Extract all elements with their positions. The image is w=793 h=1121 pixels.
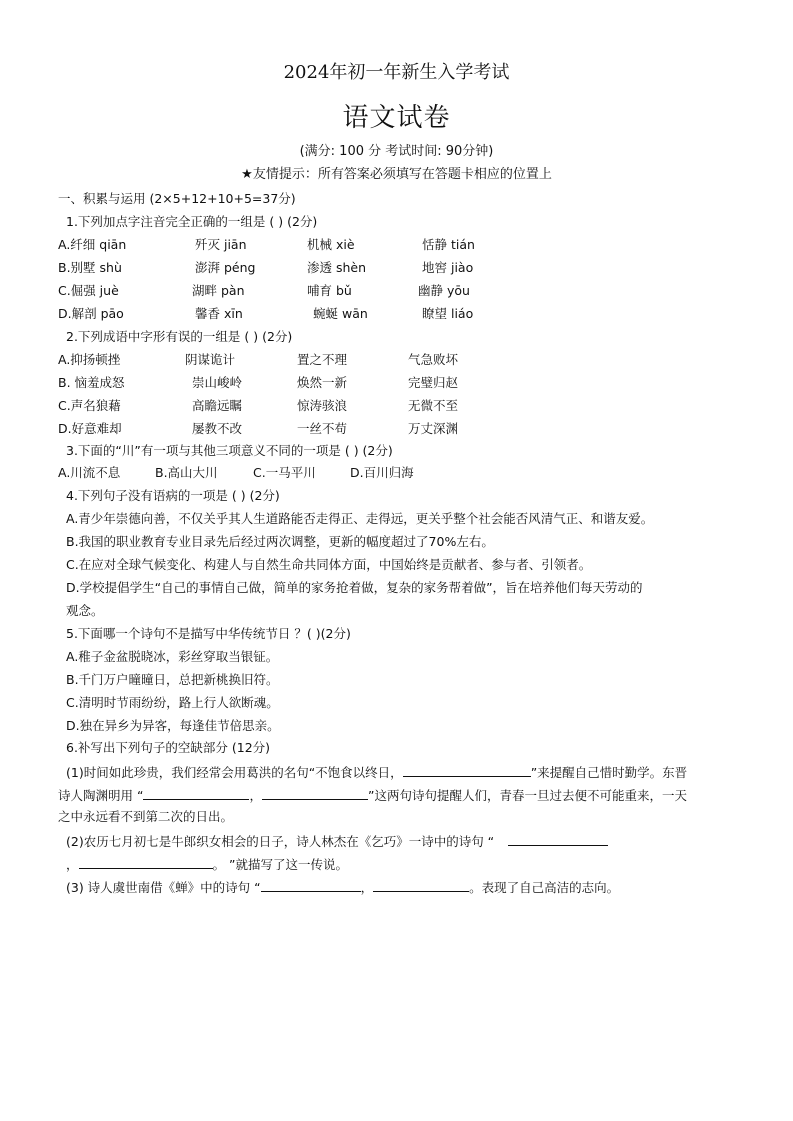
question-2-stem: 2.下列成语中字形有误的一组是 ( ) (2分) (66, 329, 293, 344)
q6-blank-3[interactable] (262, 786, 368, 800)
q1-option-b-3: 渗透 shèn (307, 260, 367, 275)
q4-option-b: B.我国的职业教育专业目录先后经过两次调整，更新的幅度超过了70%左右。 (66, 534, 494, 549)
q6-part1-line3: 之中永远看不到第二次的日出。 (58, 809, 234, 824)
q1-option-a-4: 恬静 tián (422, 237, 475, 252)
q6-part1-text-d: ， (249, 788, 262, 803)
q2-option-b-2: 崇山峻岭 (192, 375, 243, 390)
paper-title: 语文试卷 (342, 103, 451, 133)
q1-option-d-1: D.解剖 pāo (58, 306, 124, 321)
q2-option-c-3: 惊涛骇浪 (297, 398, 348, 413)
question-6-stem: 6.补写出下列句子的空缺部分 (12分) (66, 740, 271, 755)
q4-option-d-line2: 观念。 (66, 603, 104, 618)
q2-option-d-1: D.好意难却 (58, 421, 122, 436)
q6-part3-text-a: (3) 诗人虞世南借《蝉》中的诗句 “ (66, 880, 261, 895)
q2-option-d-3: 一丝不苟 (297, 421, 348, 436)
q4-option-d-line1: D.学校提倡学生“自己的事情自己做，简单的家务抢着做，复杂的家务帮着做”，旨在培养他们每天劳动的 (66, 580, 643, 595)
q1-option-b-1: B.别墅 shù (58, 260, 122, 275)
q5-option-d: D.独在异乡为异客，每逢佳节倍思亲。 (66, 718, 280, 733)
q6-part1-line2 (58, 786, 687, 804)
q6-blank-7[interactable] (373, 878, 469, 892)
q4-option-a: A.青少年崇德向善，不仅关乎其人生道路能否走得正、走得远，更关乎整个社会能否风清气正、和谐友爱。 (66, 511, 654, 526)
q3-option-c: C.一马平川 (253, 465, 316, 480)
q2-option-b-3: 焕然一新 (297, 375, 348, 390)
friendly-tip: ★友情提示：所有答案必须填写在答题卡相应的位置上 (241, 167, 552, 182)
q1-option-c-3: 哺育 bǔ (307, 283, 352, 298)
q1-option-d-2: 馨香 xīn (195, 306, 243, 321)
q6-blank-1[interactable] (403, 763, 531, 777)
q6-blank-5[interactable] (79, 855, 213, 869)
q6-part1-text-b: ”来提醒自己惜时勤学。东晋 (530, 765, 688, 780)
q1-option-d-3: 蜿蜒 wān (313, 306, 368, 321)
q2-option-c-1: C.声名狼藉 (58, 398, 121, 413)
q5-option-c: C.清明时节雨纷纷，路上行人欲断魂。 (66, 695, 279, 710)
q4-option-c: C.在应对全球气候变化、构建人与自然生命共同体方面，中国始终是贡献者、参与者、引领者。 (66, 557, 592, 572)
q1-option-a-2: 歼灭 jiān (195, 237, 247, 252)
question-4-stem: 4.下列句子没有语病的一项是 ( ) (2分) (66, 488, 280, 503)
q3-option-b: B.高山大川 (155, 465, 218, 480)
score-time-info: (满分: 100 分 考试时间: 90分钟) (299, 144, 494, 159)
q6-part1-text-a: (1)时间如此珍贵，我们经常会用葛洪的名句“不饱食以终日， (66, 765, 403, 780)
question-5-stem: 5.下面哪一个诗句不是描写中华传统节日 ？( )(2分) (66, 626, 351, 641)
q5-option-b: B.千门万户曈曈日，总把新桃换旧符。 (66, 672, 279, 687)
q2-option-b-4: 完璧归赵 (408, 375, 459, 390)
q2-option-a-1: A.抑扬顿挫 (58, 352, 121, 367)
q6-part3-text-c: 。表现了自己高洁的志向。 (469, 880, 620, 895)
q1-option-b-4: 地窖 jiào (422, 260, 474, 275)
q2-option-b-1: B. 恼羞成怒 (58, 375, 125, 390)
q6-part2-text-b: ， (66, 857, 79, 872)
q6-part1-line1 (66, 763, 687, 781)
q2-option-d-2: 屡教不改 (192, 421, 243, 436)
q2-option-a-3: 置之不理 (297, 352, 348, 367)
q1-option-c-1: C.倔强 juè (58, 283, 119, 298)
q1-option-c-4: 幽静 yōu (418, 283, 470, 298)
q6-part2-line2 (66, 855, 348, 873)
q1-option-d-4: 瞭望 liáo (422, 306, 474, 321)
q6-part3-line1 (66, 878, 619, 896)
exam-title: 2024年初一年新生入学考试 (283, 62, 510, 83)
q1-option-a-1: A.纤细 qiān (58, 237, 127, 252)
question-1-stem: 1.下列加点字注音完全正确的一组是 ( ) (2分) (66, 214, 318, 229)
q6-blank-2[interactable] (143, 786, 249, 800)
q2-option-d-4: 万丈深渊 (408, 421, 459, 436)
q6-part1-text-c: 诗人陶渊明用 “ (58, 788, 144, 803)
section-1-title: 一、积累与运用 (2×5+12+10+5=37分) (58, 191, 296, 206)
q5-option-a: A.稚子金盆脱晓冰，彩丝穿取当银钲。 (66, 649, 279, 664)
q2-option-c-4: 无微不至 (408, 398, 459, 413)
q6-part2-text-a: (2)农历七月初七是牛郎织女相会的日子，诗人林杰在《乞巧》一诗中的诗句 “ (66, 834, 495, 849)
q6-part3-text-b: ， (360, 880, 374, 895)
q6-blank-6[interactable] (261, 878, 361, 892)
question-3-stem: 3.下面的“川”有一项与其他三项意义不同的一项是 ( ) (2分) (66, 443, 393, 458)
q6-part1-text-e: ”这两句诗句提醒人们，青春一旦过去便不可能重来，一天 (367, 788, 687, 803)
q6-part2-line1 (66, 832, 608, 850)
q1-option-b-2: 澎湃 péng (195, 260, 256, 275)
q6-blank-4[interactable] (508, 832, 608, 846)
q3-option-a: A.川流不息 (58, 465, 121, 480)
q6-part2-text-c: 。 ”就描写了这一传说。 (212, 857, 348, 872)
q1-option-c-2: 湖畔 pàn (192, 283, 245, 298)
q2-option-c-2: 高瞻远瞩 (192, 398, 243, 413)
q3-option-d: D.百川归海 (350, 465, 414, 480)
q1-option-a-3: 机械 xiè (307, 237, 355, 252)
q2-option-a-2: 阴谋诡计 (185, 352, 236, 367)
q2-option-a-4: 气急败坏 (408, 352, 459, 367)
